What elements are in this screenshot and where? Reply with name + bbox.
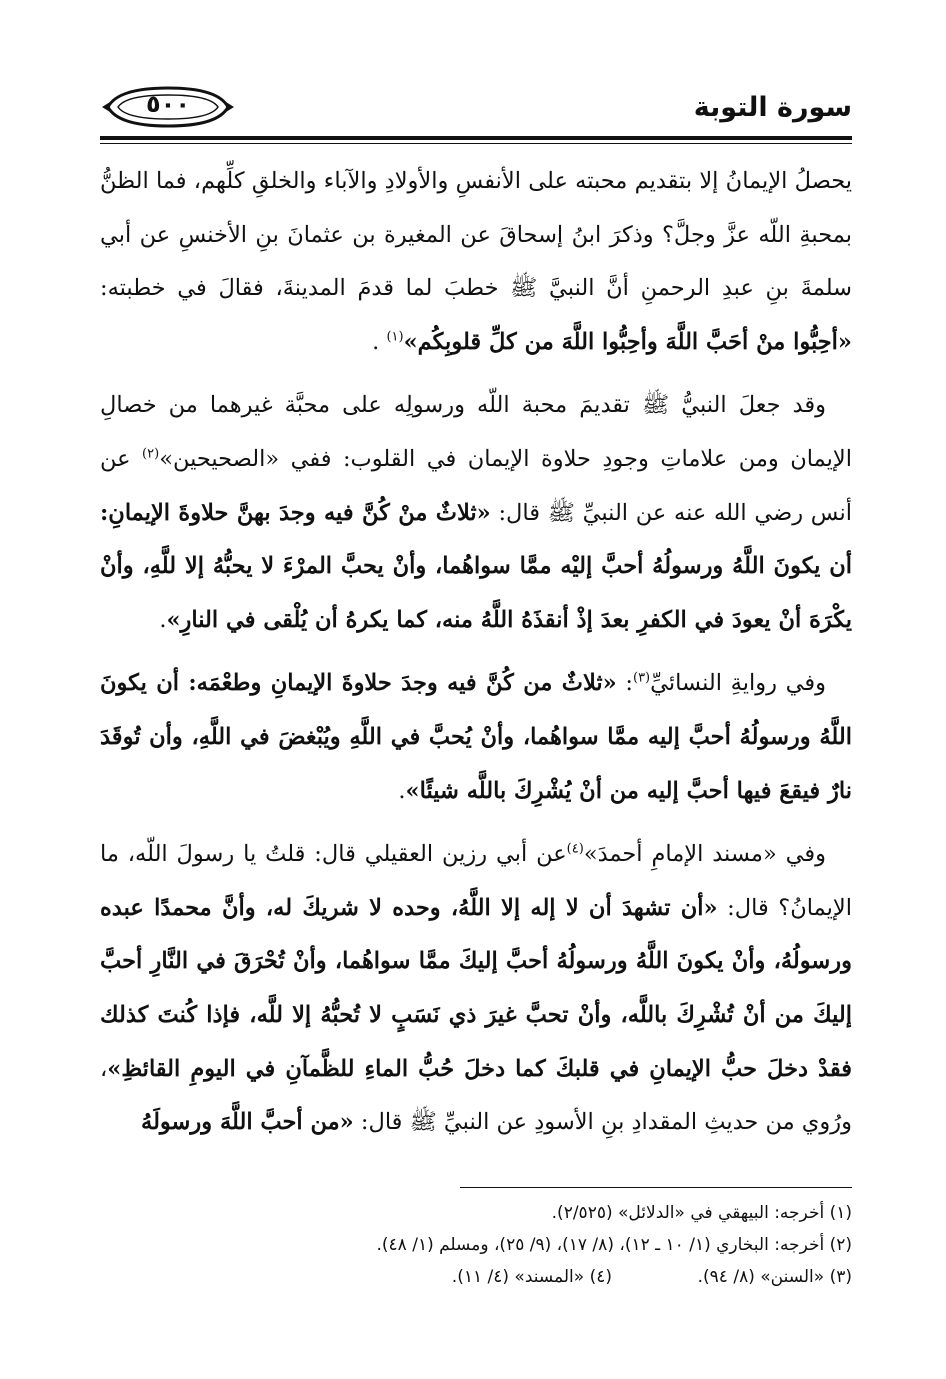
paragraph-3 <box>100 657 852 818</box>
footnote-2: (٢) أخرجه: البخاري (١/ ١٠ ـ ١٢)، (٨/ ١٧)، (٩/ ٢٥)، ومسلم (١/ ٤٨). <box>376 1235 852 1255</box>
paragraph-1 <box>100 155 852 369</box>
paragraph-text: وقد جعلَ النبيُّ ﷺ تقديمَ محبة اللّه ورسولِه على محبَّة غيرهما من خصالِ الإيمان ومن علاماتِ وجودِ حلاوة الإيمان في القلوب: ففي «الصحيحين» <box>100 392 852 472</box>
hadith-quote: «أن تشهدَ أن لا إله إلا اللَّهُ، وحده لا شريكَ له، وأنَّ محمدًا عبده ورسولُهُ، وأنْ يكونَ اللَّهُ ورسولُهُ أحبَّ إليكَ ممَّا سواهُما، وأنْ تُحْرَقَ في النَّارِ أحبَّ إليكَ من أنْ تُشْرِكَ باللَّه، وأنْ تحبَّ غيرَ ذي نَسَبٍ لا تُحبُّهُ إلا للَّه، فإذا كُنتَ كذلك فقدْ دخلَ حبُّ الإيمانِ في قلبكَ كما دخلَ حُبُّ الماءِ للظَّمآنِ في اليومِ القائظِ» <box>100 894 852 1082</box>
paragraph-text-2: عن أنس رضي الله عنه عن النبيِّ ﷺ قال: <box>100 445 853 526</box>
header-rule-thin <box>100 143 852 144</box>
hadith-quote: «أحِبُّوا منْ أحَبَّ اللَّهَ وأحِبُّوا اللَّهَ من كلِّ قلوبِكُم» <box>403 328 852 355</box>
hadith-quote: «ثلاثٌ من كُنَّ فيه وجدَ حلاوةَ الإيمانِ وطعْمَه: أن يكونَ اللَّهُ ورسولُهُ أحبَّ إليه ممَّا سواهُما، وأنْ يُحبَّ في اللَّهِ ويُبْغضَ في اللَّهِ، وأن تُوقَدَ نارٌ فيقعَ فيها أحبَّ إليه من أنْ يُشْرِكَ باللَّه شيئًا» <box>100 670 852 804</box>
footnote-separator <box>460 1187 852 1188</box>
footnote-row <box>100 1261 852 1293</box>
paragraph-text-3: ، ورُوي من حديثِ المقدادِ بنِ الأسودِ عن النبيِّ ﷺ قال: <box>100 1055 852 1136</box>
paragraph-4 <box>100 828 852 1150</box>
footnote-1: (١) أخرجه: البيهقي في «الدلائل» (٢/٥٢٥). <box>551 1203 852 1223</box>
footnote-3: (٣) «السنن» (٨/ ٩٤). <box>697 1267 852 1287</box>
paragraph-end: . <box>159 606 167 633</box>
footnote-ref: (٣) <box>632 670 651 686</box>
footnote-ref: (١) <box>386 329 404 345</box>
hadith-quote-2: «من أحبَّ اللَّهَ ورسولَهُ <box>141 1109 354 1136</box>
page-number-badge <box>102 84 234 130</box>
page-header <box>100 84 852 146</box>
footnote-ref: (٢) <box>142 446 160 462</box>
paragraph-end: . <box>372 328 387 355</box>
paragraph-text: وفي روايةِ النسائيِّ <box>650 670 827 697</box>
paragraph-2 <box>100 379 852 647</box>
paragraph-text: وفي «مسند الإمامِ أحمدَ» <box>583 841 826 868</box>
page-number: ٥٠٠ <box>146 90 190 118</box>
footnotes <box>100 1197 852 1293</box>
paragraph-text: يحصلُ الإيمانُ إلا بتقديم محبته على الأنفسِ والأولادِ والآباء والخلقِ كلِّهم، فما الظنُّ بمحبةِ اللّه عزَّ وجلَّ؟ وذكرَ ابنُ إسحاقَ عن المغيرة بن عثمانَ بنِ الأخنسِ عن أبي سلمةَ بنِ عبدِ الرحمنِ أنَّ النبيَّ ﷺ خطبَ لما قدمَ المدينةَ، فقالَ في خطبته: <box>100 168 852 302</box>
paragraph-text-2: عن أبي رزين العقيلي قال: قلتُ يا رسولَ اللّه، ما الإيمانُ؟ قال: <box>100 841 852 921</box>
paragraph-text-2: : <box>616 670 633 697</box>
header-rule-thick <box>100 136 852 140</box>
main-text <box>100 155 852 1150</box>
footnote-4: (٤) «المسند» (٤/ ١١). <box>451 1267 612 1287</box>
footnote-ref: (٤) <box>566 841 584 857</box>
hadith-quote: «ثلاثٌ منْ كُنَّ فيه وجدَ بهنَّ حلاوةَ الإيمانِ: أن يكونَ اللَّهُ ورسولُهُ أحبَّ إليْه ممَّا سواهُما، وأنْ يحبَّ المرْءَ لا يحبُّهُ إلا للَّهِ، وأنْ يكْرَهَ أنْ يعودَ في الكفرِ بعدَ إذْ أنقذَهُ اللَّهُ منه، كما يكرهُ أن يُلْقى في النارِ» <box>100 499 852 633</box>
surah-title: سورة التوبة <box>693 92 852 123</box>
paragraph-end: . <box>398 777 406 804</box>
